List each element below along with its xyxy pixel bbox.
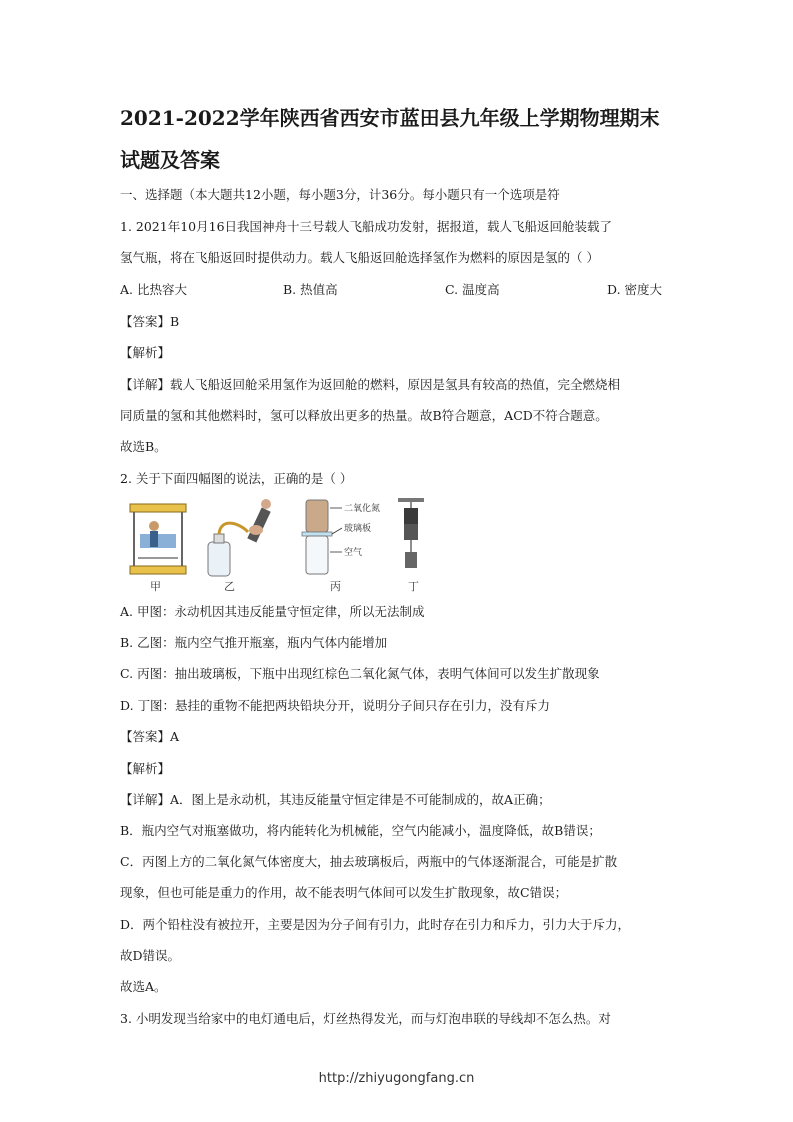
section-heading: 一、选择题（本大题共12小题，每小题3分，计36分。每小题只有一个选项是符 xyxy=(120,187,560,202)
q1-option-d: D. 密度大 xyxy=(607,282,663,297)
q1-answer xyxy=(120,313,680,331)
caption-ding: 丁 xyxy=(408,580,419,593)
q2-detail-line3: C．丙图上方的二氧化氮气体密度大，抽去玻璃板后，两瓶中的气体逐渐混合，可能是扩散 xyxy=(120,854,618,869)
q2-stem: 2. 关于下面四幅图的说法，正确的是（ ） xyxy=(120,471,353,486)
q2-detail-line1 xyxy=(120,791,680,809)
q2-analysis-tag: 【解析】 xyxy=(120,761,171,776)
detail-tag: 【详解】 xyxy=(120,377,171,392)
detail-text: A．图上是永动机，其违反能量守恒定律是不可能制成的，故A正确； xyxy=(170,792,551,807)
footer-url: http://zhiyugongfang.cn xyxy=(318,1071,475,1086)
page-title-line1: 2021-2022学年陕西省西安市蓝田县九年级上学期物理期末 xyxy=(120,106,660,130)
q1-detail-line2: 同质量的氢和其他燃料时，氢可以释放出更多的热量。故B符合题意，ACD不符合题意。 xyxy=(120,408,608,423)
q2-conclusion: 故选A。 xyxy=(120,979,167,994)
q1-option-c: C. 温度高 xyxy=(445,282,500,297)
q1-conclusion: 故选B。 xyxy=(120,439,167,454)
q2-figures xyxy=(126,494,426,594)
q2-detail-line6: 故D错误。 xyxy=(120,948,181,963)
q1-detail-line1 xyxy=(120,376,680,394)
q1-analysis-tag: 【解析】 xyxy=(120,345,171,360)
q2-detail-line2: B．瓶内空气对瓶塞做功，将内能转化为机械能，空气内能减小，温度降低，故B错误； xyxy=(120,823,601,838)
q1-option-b: B. 热值高 xyxy=(283,282,338,297)
caption-jia: 甲 xyxy=(150,580,161,593)
q2-option-d: D. 丁图：悬挂的重物不能把两块铅块分开，说明分子间只存在引力，没有斥力 xyxy=(120,698,551,713)
answer-value: B xyxy=(170,314,180,329)
detail-tag: 【详解】 xyxy=(120,792,171,807)
label-no2: 二氧化氮 xyxy=(344,504,381,514)
label-glass-plate: 玻璃板 xyxy=(344,524,372,534)
q2-detail-line4: 现象，但也可能是重力的作用，故不能表明气体间可以发生扩散现象，故C错误； xyxy=(120,885,568,900)
q2-option-c: C. 丙图：抽出玻璃板，下瓶中出现红棕色二氧化氮气体，表明气体间可以发生扩散现象 xyxy=(120,666,600,681)
q2-detail-line5: D．两个铅柱没有被拉开，主要是因为分子间有引力，此时存在引力和斥力，引力大于斥力， xyxy=(120,917,631,932)
caption-yi: 乙 xyxy=(224,580,235,593)
detail-text: 载人飞船返回舱采用氢作为返回舱的燃料，原因是氢具有较高的热值，完全燃烧相 xyxy=(170,377,621,392)
q1-stem-line1: 1. 2021年10月16日我国神舟十三号载人飞船成功发射，据报道，载人飞船返回舱装载了 xyxy=(120,219,613,234)
q2-option-b: B. 乙图：瓶内空气推开瓶塞，瓶内气体内能增加 xyxy=(120,635,388,650)
answer-tag: 【答案】 xyxy=(120,314,171,329)
figure-jia-perpetual-motion xyxy=(130,504,186,574)
q1-stem-line2: 氢气瓶，将在飞船返回时提供动力。载人飞船返回舱选择氢作为燃料的原因是氢的（ ） xyxy=(120,250,599,265)
caption-bing: 丙 xyxy=(330,580,341,593)
answer-value: A xyxy=(170,729,180,744)
q2-answer xyxy=(120,728,680,746)
figure-yi-bottle-pump xyxy=(208,499,271,576)
answer-tag: 【答案】 xyxy=(120,729,171,744)
label-air: 空气 xyxy=(344,548,363,558)
q1-option-a: A. 比热容大 xyxy=(120,282,187,297)
figure-ding-lead-blocks xyxy=(398,498,424,568)
q2-option-a: A. 甲图：永动机因其违反能量守恒定律，所以无法制成 xyxy=(120,604,425,619)
q3-stem: 3. 小明发现当给家中的电灯通电后，灯丝热得发光，而与灯泡串联的导线却不怎么热。对 xyxy=(120,1011,611,1026)
page-title-line2: 试题及答案 xyxy=(120,148,220,172)
figure-bing-diffusion xyxy=(302,500,380,574)
